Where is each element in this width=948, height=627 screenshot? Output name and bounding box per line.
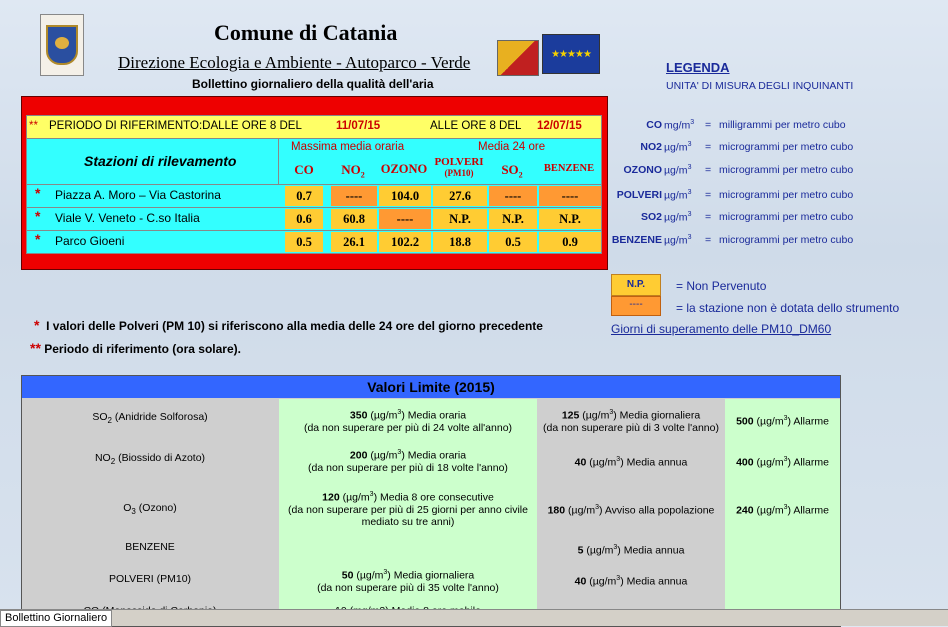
limits-table <box>21 375 841 627</box>
status-bar <box>0 609 948 626</box>
pm10-exceedance-link[interactable]: Giorni di superamento delle PM10_DM60 <box>611 322 832 336</box>
station-name: Viale V. Veneto - C.so Italia <box>55 211 200 225</box>
legend-item: OZONO $\mu g/m^3$ = microgrammi per metro cubo <box>623 164 854 177</box>
value-no2: 26.1 <box>331 232 377 252</box>
value-co: 0.6 <box>285 209 323 229</box>
col-benzene: BENZENE <box>543 163 595 174</box>
limit-o3-8h: 120 $(\mu g/m^3)$ Media 8 ore consecutive (da non superare per più di 25 giorni per anno civile mediato su tre anni) <box>288 491 528 528</box>
sicily-flag-icon <box>497 40 539 76</box>
limit-no2-annual: 40 $(\mu g/m^3)$ Media annua <box>574 456 688 469</box>
no-instrument-text: = la stazione non è dotata dello strumento <box>676 301 900 315</box>
legend-item: CO $mg/m^3$ = milligrammi per metro cubo <box>646 119 846 132</box>
max-hourly-header: Massima media oraria <box>291 141 405 153</box>
limit-so2-alarm: 500 $(\mu g/m^3)$ Allarme <box>736 415 829 428</box>
value-polveri: N.P. <box>433 209 487 229</box>
limit-polveri-annual: 40 $(\mu g/m^3)$ Media annua <box>574 575 688 588</box>
limit-polveri-name: POLVERI (PM10) <box>108 573 192 585</box>
value-co: 0.5 <box>285 232 323 252</box>
np-legend-text: = Non Pervenuto <box>676 279 767 293</box>
limit-no2-alarm: 400 $(\mu g/m^3)$ Allarme <box>736 456 829 469</box>
legend-item: SO2 $\mu g/m^3$ = microgrammi per metro cubo <box>640 211 854 224</box>
legend-item: POLVERI $\mu g/m^3$ = microgrammi per metro cubo <box>616 189 854 202</box>
limit-so2-daily: 125 $(\mu g/m^3)$ Media giornaliera (da non superare più di 3 volte l'anno) <box>543 409 719 434</box>
bulletin-title: Bollettino giornaliero della qualità dell'aria <box>192 77 434 91</box>
value-so2: 0.5 <box>489 232 537 252</box>
limit-benzene-name: BENZENE <box>125 541 175 553</box>
period-from-date: 11/07/15 <box>336 120 381 132</box>
value-so2: ---- <box>489 186 537 206</box>
col-polveri: POLVERI (PM10) <box>434 156 484 178</box>
page-title: Comune di Catania <box>214 20 398 45</box>
col-no2: $NO_2$ <box>341 162 365 180</box>
value-no2: 60.8 <box>331 209 377 229</box>
legend-title[interactable]: LEGENDA <box>666 60 730 75</box>
value-so2: N.P. <box>489 209 537 229</box>
station-name: Parco Gioeni <box>55 234 125 248</box>
limit-so2-name: $SO_2$ (Anidride Solforosa) <box>92 411 208 426</box>
limit-polveri-daily: 50 $(\mu g/m^3)$ Media giornaliera (da non superare più di 35 volte l'anno) <box>317 569 499 594</box>
status-tab-bollettino[interactable]: Bollettino Giornaliero <box>0 610 112 627</box>
legend-item: BENZENE $\mu g/m^3$ = microgrammi per metro cubo <box>611 234 854 247</box>
col-co: CO <box>294 162 314 177</box>
value-ozono: 102.2 <box>379 232 431 252</box>
legend-item: NO2 $\mu g/m^3$ = microgrammi per metro cubo <box>640 141 854 154</box>
station-name: Piazza A. Moro – Via Castorina <box>55 188 221 202</box>
value-benzene: ---- <box>539 186 601 206</box>
limit-no2-name: $NO_2$ (Biossido di Azoto) <box>94 452 206 467</box>
period-stars: ** <box>29 120 38 132</box>
limit-so2-hourly: 350 $(\mu g/m^3)$ Media oraria (da non superare per più di 24 volte all'anno) <box>303 409 513 434</box>
value-co: 0.7 <box>285 186 323 206</box>
value-benzene: N.P. <box>539 209 601 229</box>
period-to-label: ALLE ORE 8 DEL <box>430 120 522 132</box>
crest-shield-icon <box>46 25 78 65</box>
station-row: * Viale V. Veneto - C.so Italia 0.6 60.8 ---- N.P. N.P. N.P. <box>26 207 602 231</box>
period-label: PERIODO DI RIFERIMENTO:DALLE ORE 8 DEL <box>49 120 302 132</box>
note-period: ** Periodo di riferimento (ora solare). <box>30 340 241 356</box>
np-legend-swatch: N.P. <box>611 274 661 296</box>
limit-benzene-annual: 5 $(\mu g/m^3)$ Media annua <box>577 544 685 557</box>
limit-o3-alarm: 240 $(\mu g/m^3)$ Allarme <box>736 504 829 517</box>
department-subtitle: Direzione Ecologia e Ambiente - Autoparco - Verde <box>118 53 471 72</box>
period-to-date: 12/07/15 <box>537 120 582 132</box>
limits-title: Valori Limite (2015) <box>22 376 840 398</box>
limit-o3-name: $O_3$ (Ozono) <box>123 502 177 517</box>
catania-crest-logo <box>40 14 84 76</box>
station-row: * Piazza A. Moro – Via Castorina 0.7 ---- 104.0 27.6 ---- ---- <box>26 184 602 208</box>
limit-no2-hourly: 200 $(\mu g/m^3)$ Media oraria (da non superare per più di 18 volte l'anno) <box>308 449 508 474</box>
legend-subtitle: UNITA' DI MISURA DEGLI INQUINANTI <box>666 80 854 92</box>
station-row: * Parco Gioeni 0.5 26.1 102.2 18.8 0.5 0.9 <box>26 230 602 254</box>
period-row <box>26 115 602 139</box>
col-ozono: OZONO <box>380 162 428 176</box>
value-benzene: 0.9 <box>539 232 601 252</box>
no-instrument-swatch: ---- <box>611 296 661 316</box>
eu-flag-icon: ★★★★★ <box>542 34 600 74</box>
note-polveri: * I valori delle Polveri (PM 10) si riferiscono alla media delle 24 ore del giorno precedente <box>34 317 543 333</box>
col-so2: $SO_2$ <box>501 162 523 180</box>
value-no2: ---- <box>331 186 377 206</box>
value-polveri: 27.6 <box>433 186 487 206</box>
limit-o3-warning: 180 $(\mu g/m^3)$ Avviso alla popolazione <box>547 504 715 517</box>
value-ozono: ---- <box>379 209 431 229</box>
stations-header: Stazioni di rilevamento <box>84 153 237 169</box>
value-ozono: 104.0 <box>379 186 431 206</box>
avg-24h-header: Media 24 ore <box>478 141 546 153</box>
value-polveri: 18.8 <box>433 232 487 252</box>
